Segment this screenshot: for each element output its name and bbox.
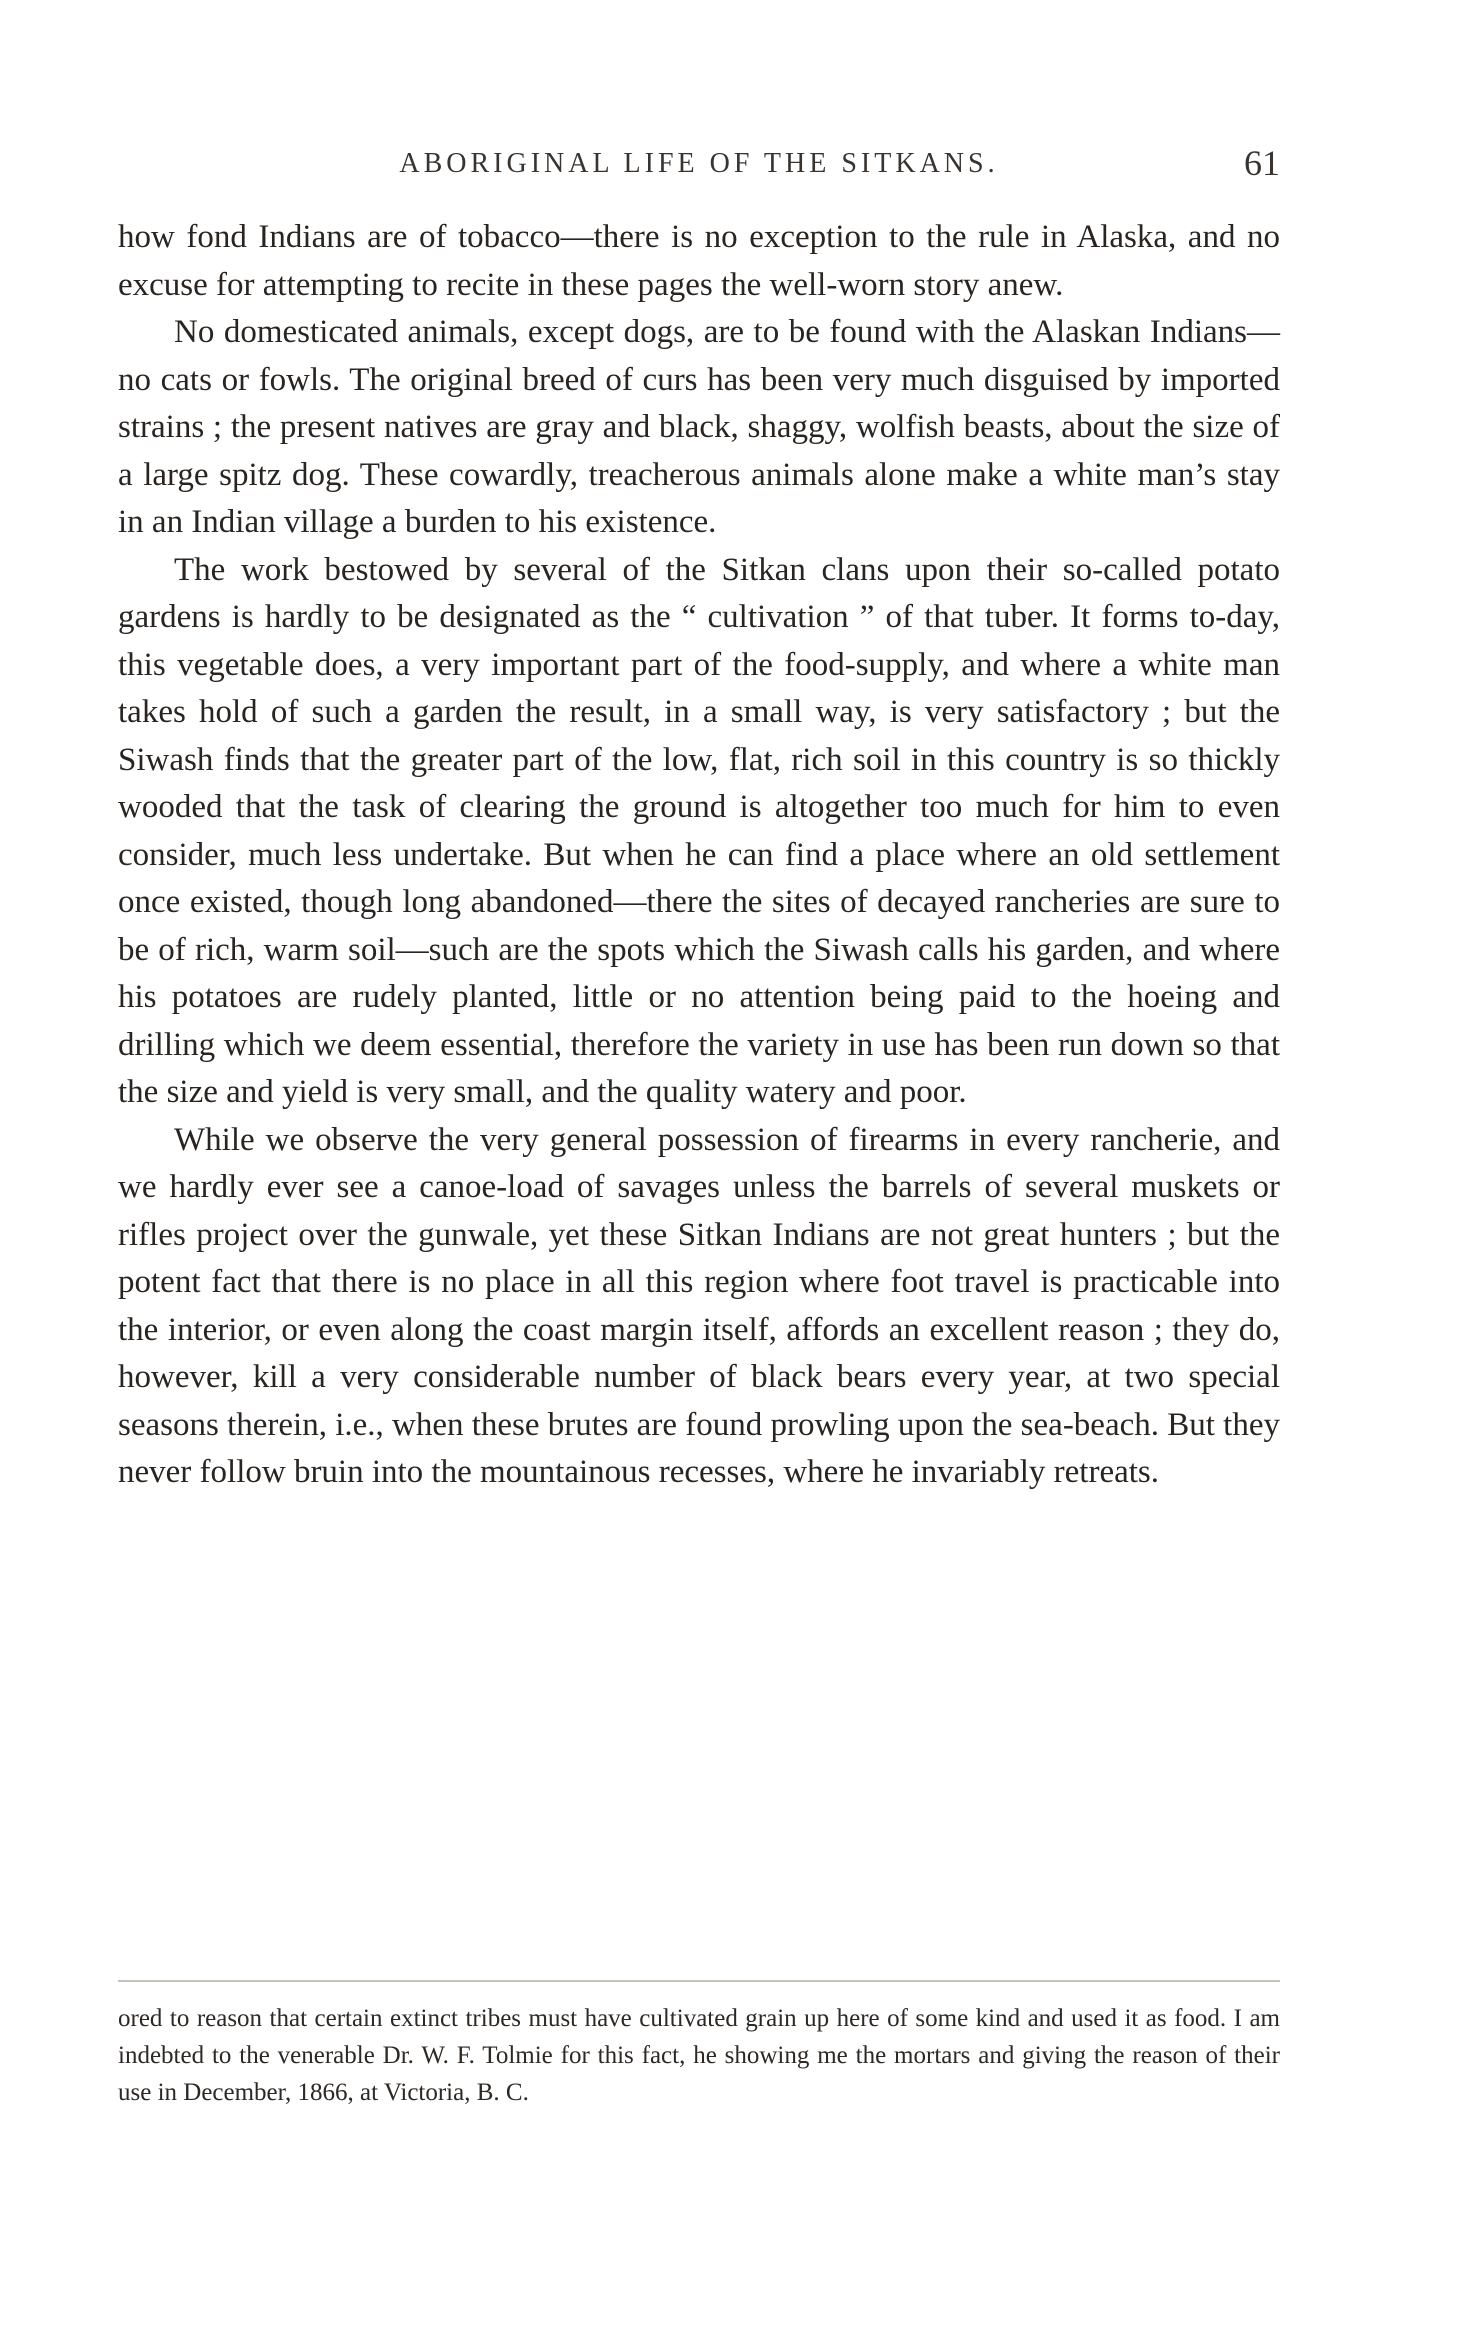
footnote-text: ored to reason that certain extinct tribes must have cultivated grain up here of some kind and used it as food. I am indebted to the venerable Dr. W. F. Tolmie for this fact, he showing me the mortars and giving the reason of their use in December, 1866, at Victoria, B. C. xyxy=(118,2005,1280,2106)
paragraph-tobacco: how fond Indians are of tobacco—there is no exception to the rule in Alaska, and no excuse for attempting to recite in these pages the well-worn story anew. xyxy=(118,219,1280,303)
footnote xyxy=(118,2000,1280,2111)
footnote-divider xyxy=(118,1980,1280,1982)
page-number: 61 xyxy=(1244,143,1280,183)
running-title: ABORIGINAL LIFE OF THE SITKANS. xyxy=(399,148,999,179)
running-head xyxy=(118,142,1280,190)
paragraph-potato-gardens: The work bestowed by several of the Sitkan clans upon their so-called potato gardens is hardly to be designated as the “ cultivation ” of that tuber. It forms to-day, this vegetable does, a very important part of the food-supply, and where a white man takes hold of such a garden the result, in a small way, is very satisfactory ; but the Siwash finds that the greater part of the low, flat, rich soil in this country is so thickly wooded that the task of clearing the ground is altogether too much for him to even consider, much less undertake. But when he can find a place where an old settlement once existed, though long abandoned—there the sites of decayed rancheries are sure to be of rich, warm soil—such are the spots which the Siwash calls his garden, and where his potatoes are rudely planted, little or no attention being paid to the hoeing and drilling which we deem essential, therefore the variety in use has been run down so that the size and yield is very small, and the quality watery and poor. xyxy=(118,551,1280,1110)
body-text xyxy=(118,214,1280,1497)
paragraph-domestic-animals: No domesticated animals, except dogs, are to be found with the Alaskan Indians—no cats or fowls. The original breed of curs has been very much disguised by imported strains ; the present natives are gray and black, shaggy, wolfish beasts, about the size of a large spitz dog. These cowardly, treacherous animals alone make a white man’s stay in an Indian village a burden to his existence. xyxy=(118,314,1280,540)
paragraph-firearms-hunting: While we observe the very general possession of firearms in every rancherie, and we hardly ever see a canoe-load of savages unless the barrels of several muskets or rifles project over the gunwale, yet these Sitkan Indians are not great hunters ; but the potent fact that there is no place in all this region where foot travel is practicable into the interior, or even along the coast margin itself, affords an excellent reason ; they do, however, kill a very considerable number of black bears every year, at two special seasons therein, i.e., when these brutes are found prowling upon the sea-beach. But they never follow bruin into the mountainous recesses, where he invariably retreats. xyxy=(118,1121,1280,1490)
